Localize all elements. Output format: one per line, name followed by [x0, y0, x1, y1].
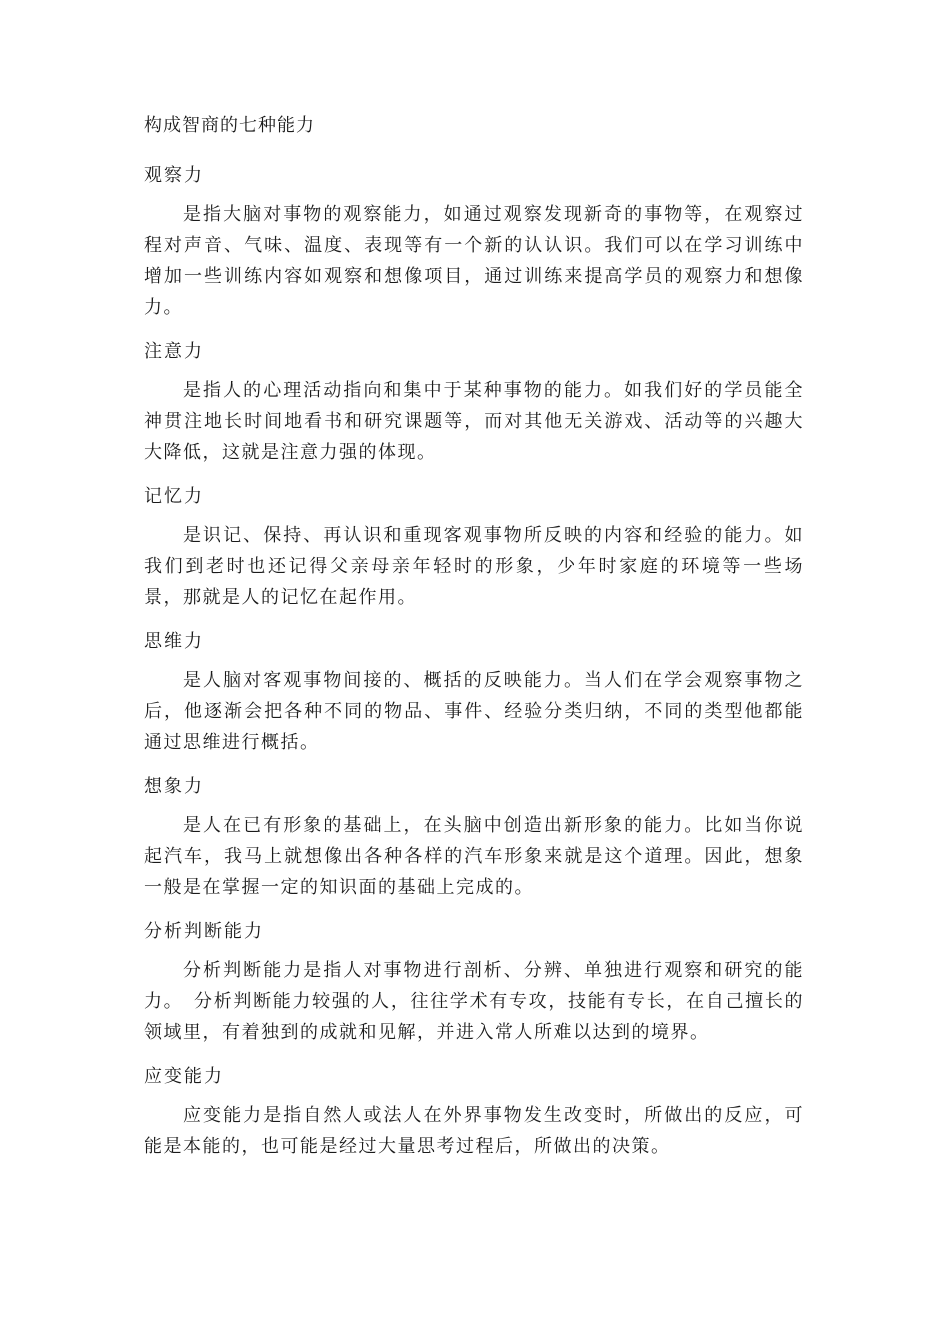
section-heading: 应变能力 [144, 1066, 224, 1087]
section-attention [144, 339, 804, 468]
section-paragraph: 是人在已有形象的基础上，在头脑中创造出新形象的能力。比如当你说起汽车，我马上就想像出各种各样的汽车形象来就是这个道理。因此，想象一般是在掌握一定的知识面的基础上完成的。 [144, 815, 804, 898]
document-content [144, 113, 804, 1178]
section-paragraph: 是指大脑对事物的观察能力，如通过观察发现新奇的事物等，在观察过程对声音、气味、温度、表现等有一个新的认认识。我们可以在学习训练中增加一些训练内容如观察和想像项目，通过训练来提高学员的观察力和想像力。 [144, 204, 804, 318]
section-heading: 注意力 [144, 341, 204, 362]
document-title: 构成智商的七种能力 [144, 115, 315, 136]
section-memory [144, 484, 804, 613]
section-thinking [144, 629, 804, 758]
section-paragraph: 分析判断能力是指人对事物进行剖析、分辨、单独进行观察和研究的能力。 分析判断能力较强的人，往往学术有专攻，技能有专长，在自己擅长的领域里，有着独到的成就和见解，并进入常人所难以达到的境界。 [144, 960, 804, 1043]
section-paragraph: 是识记、保持、再认识和重现客观事物所反映的内容和经验的能力。如我们到老时也还记得父亲母亲年轻时的形象，少年时家庭的环境等一些场景，那就是人的记忆在起作用。 [144, 525, 804, 608]
section-paragraph: 是指人的心理活动指向和集中于某种事物的能力。如我们好的学员能全神贯注地长时间地看书和研究课题等，而对其他无关游戏、活动等的兴趣大大降低，这就是注意力强的体现。 [144, 380, 804, 463]
section-paragraph: 应变能力是指自然人或法人在外界事物发生改变时，所做出的反应，可能是本能的，也可能是经过大量思考过程后，所做出的决策。 [144, 1105, 804, 1157]
section-analysis-judgment [144, 919, 804, 1048]
section-heading: 想象力 [144, 776, 204, 797]
section-heading: 记忆力 [144, 486, 204, 507]
section-imagination [144, 774, 804, 903]
section-paragraph: 是人脑对客观事物间接的、概括的反映能力。当人们在学会观察事物之后，他逐渐会把各种不同的物品、事件、经验分类归纳，不同的类型他都能通过思维进行概括。 [144, 670, 804, 753]
section-adaptability [144, 1064, 804, 1162]
section-heading: 观察力 [144, 165, 204, 186]
section-observation [144, 163, 804, 323]
section-heading: 思维力 [144, 631, 204, 652]
section-heading: 分析判断能力 [144, 921, 264, 942]
